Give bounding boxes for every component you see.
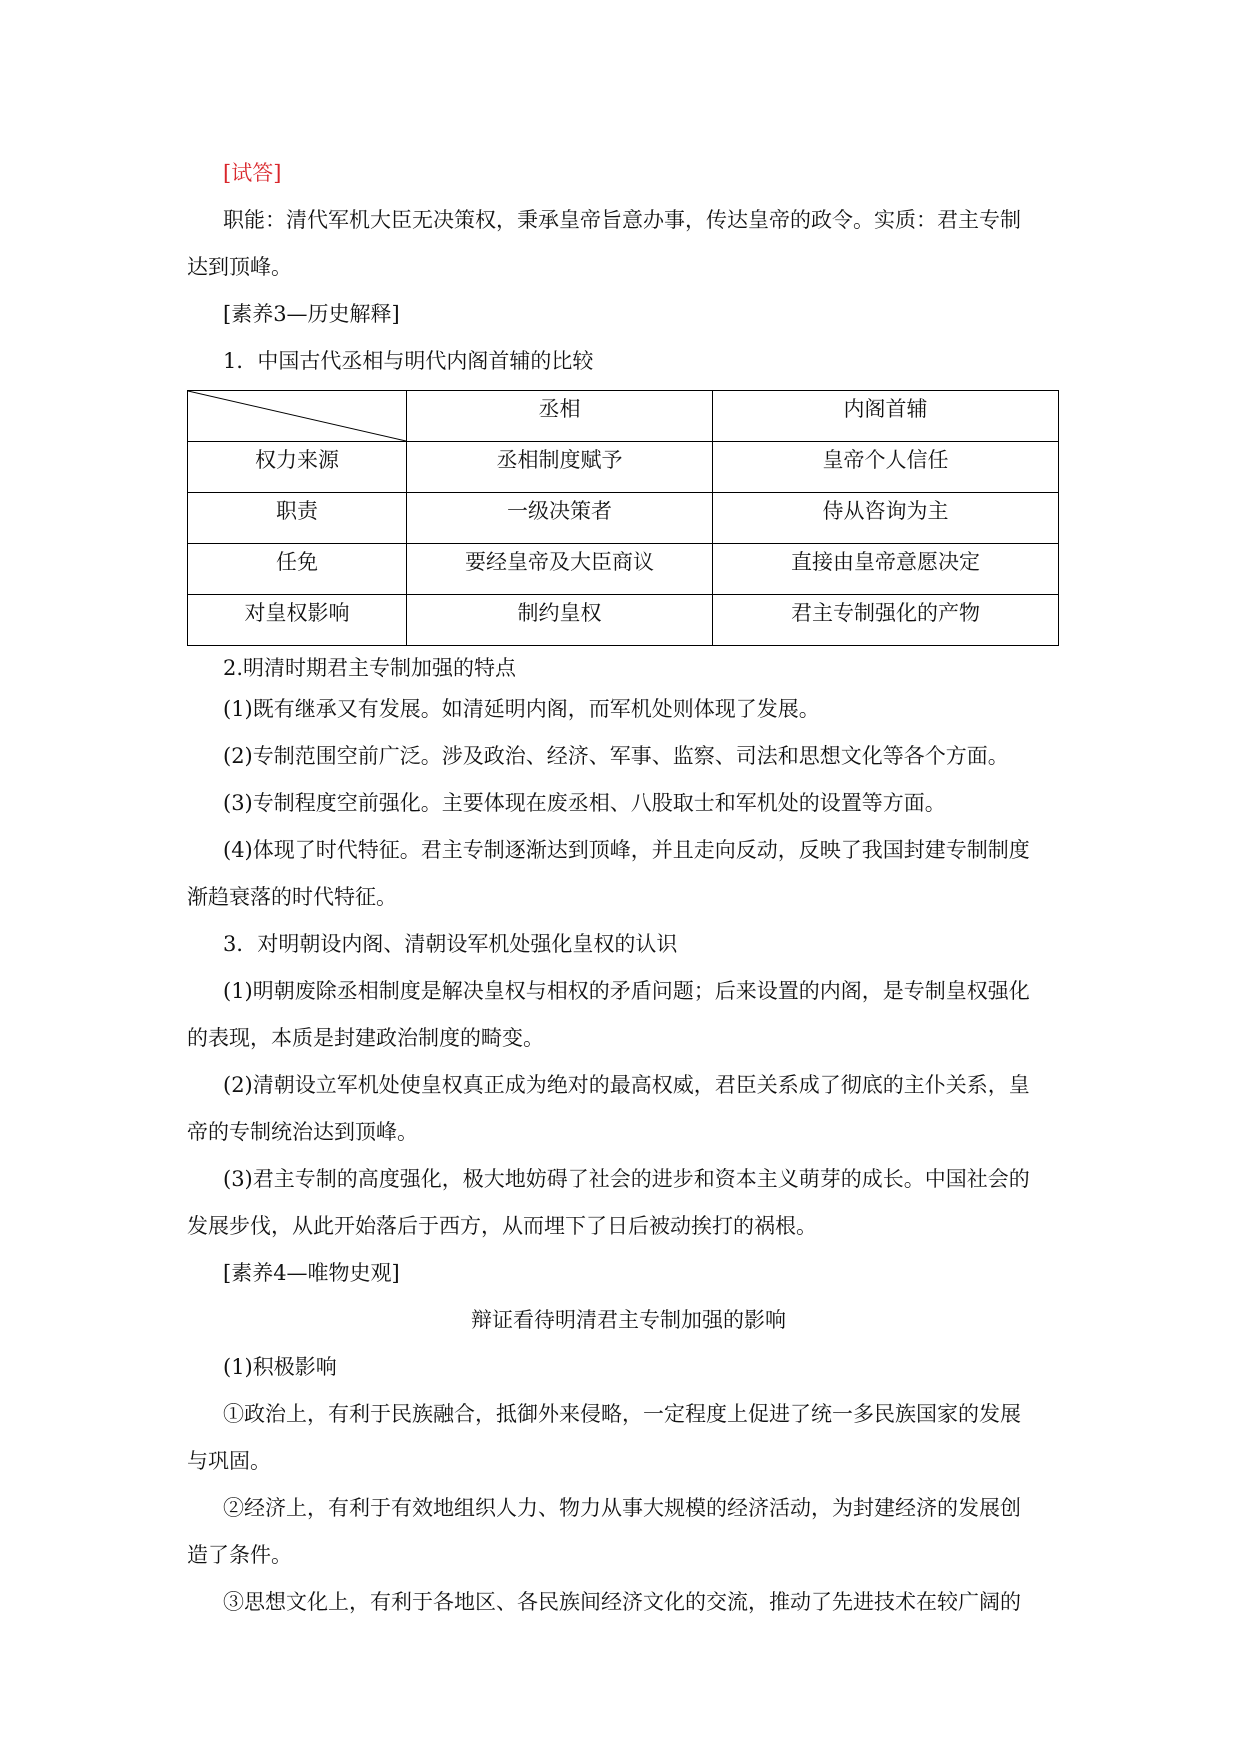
positive-point: ①政治上，有利于民族融合，抵御外来侵略，一定程度上促进了统一多民族国家的发展 — [223, 1402, 1021, 1426]
table-header-row — [188, 391, 1059, 442]
table-cell: 要经皇帝及大臣商议 — [407, 544, 713, 595]
item2-point: (2)专制范围空前广泛。涉及政治、经济、军事、监察、司法和思想文化等各个方面。 — [223, 744, 1009, 768]
item2-point: (3)专制程度空前强化。主要体现在废丞相、八股取士和军机处的设置等方面。 — [223, 791, 946, 815]
item3-point: (1)明朝废除丞相制度是解决皇权与相权的矛盾问题；后来设置的内阁，是专制皇权强化 — [223, 979, 1030, 1003]
item3-point-cont: 发展步伐，从此开始落后于西方，从而埋下了日后被动挨打的祸根。 — [187, 1214, 817, 1238]
table-row — [188, 442, 1059, 493]
item3-point: (3)君主专制的高度强化，极大地妨碍了社会的进步和资本主义萌芽的成长。中国社会的 — [223, 1167, 1030, 1191]
table-row — [188, 493, 1059, 544]
document-body — [187, 150, 1070, 1626]
section4-title: [素养4—唯物史观] — [223, 1261, 400, 1285]
table-cell: 侍从咨询为主 — [713, 493, 1059, 544]
item2-title: 2.明清时期君主专制加强的特点 — [223, 656, 517, 680]
positive-point-cont: 与巩固。 — [187, 1449, 271, 1473]
item2-point-cont: 渐趋衰落的时代特征。 — [187, 885, 397, 909]
table-cell: 制约皇权 — [407, 595, 713, 646]
positive-point: ③思想文化上，有利于各地区、各民族间经济文化的交流，推动了先进技术在较广阔的 — [223, 1590, 1021, 1614]
section4-heading: 辩证看待明清君主专制加强的影响 — [471, 1308, 786, 1332]
table-corner-cell — [188, 391, 407, 442]
table-header-cell: 丞相 — [407, 391, 713, 442]
item3-point: (2)清朝设立军机处使皇权真正成为绝对的最高权威，君臣关系成了彻底的主仆关系，皇 — [223, 1073, 1030, 1097]
table-cell: 丞相制度赋予 — [407, 442, 713, 493]
item2-point: (4)体现了时代特征。君主专制逐渐达到顶峰，并且走向反动，反映了我国封建专制制度 — [223, 838, 1030, 862]
table-cell: 一级决策者 — [407, 493, 713, 544]
table-cell: 直接由皇帝意愿决定 — [713, 544, 1059, 595]
table-cell: 任免 — [188, 544, 407, 595]
positive-point: ②经济上，有利于有效地组织人力、物力从事大规模的经济活动，为封建经济的发展创 — [223, 1496, 1021, 1520]
item3-point-cont: 帝的专制统治达到顶峰。 — [187, 1120, 418, 1144]
table-cell: 对皇权影响 — [188, 595, 407, 646]
section3-title: [素养3—历史解释] — [223, 302, 400, 326]
table-cell: 职责 — [188, 493, 407, 544]
table-cell: 君主专制强化的产物 — [713, 595, 1059, 646]
positive-point-cont: 造了条件。 — [187, 1543, 292, 1567]
answer-text-cont: 达到顶峰。 — [187, 255, 292, 279]
item1-title: 1．中国古代丞相与明代内阁首辅的比较 — [223, 349, 594, 373]
positive-title: (1)积极影响 — [223, 1355, 337, 1379]
item2-point: (1)既有继承又有发展。如清延明内阁，而军机处则体现了发展。 — [223, 697, 820, 721]
table-cell: 皇帝个人信任 — [713, 442, 1059, 493]
comparison-table — [187, 390, 1059, 646]
table-row — [188, 544, 1059, 595]
answer-label: [试答] — [223, 161, 282, 185]
table-row — [188, 595, 1059, 646]
item3-point-cont: 的表现，本质是封建政治制度的畸变。 — [187, 1026, 544, 1050]
diagonal-line — [188, 391, 406, 441]
item3-title: 3．对明朝设内阁、清朝设军机处强化皇权的认识 — [223, 932, 678, 956]
answer-text: 职能：清代军机大臣无决策权，秉承皇帝旨意办事，传达皇帝的政令。实质：君主专制 — [223, 208, 1021, 232]
table-cell: 权力来源 — [188, 442, 407, 493]
table-header-cell: 内阁首辅 — [713, 391, 1059, 442]
